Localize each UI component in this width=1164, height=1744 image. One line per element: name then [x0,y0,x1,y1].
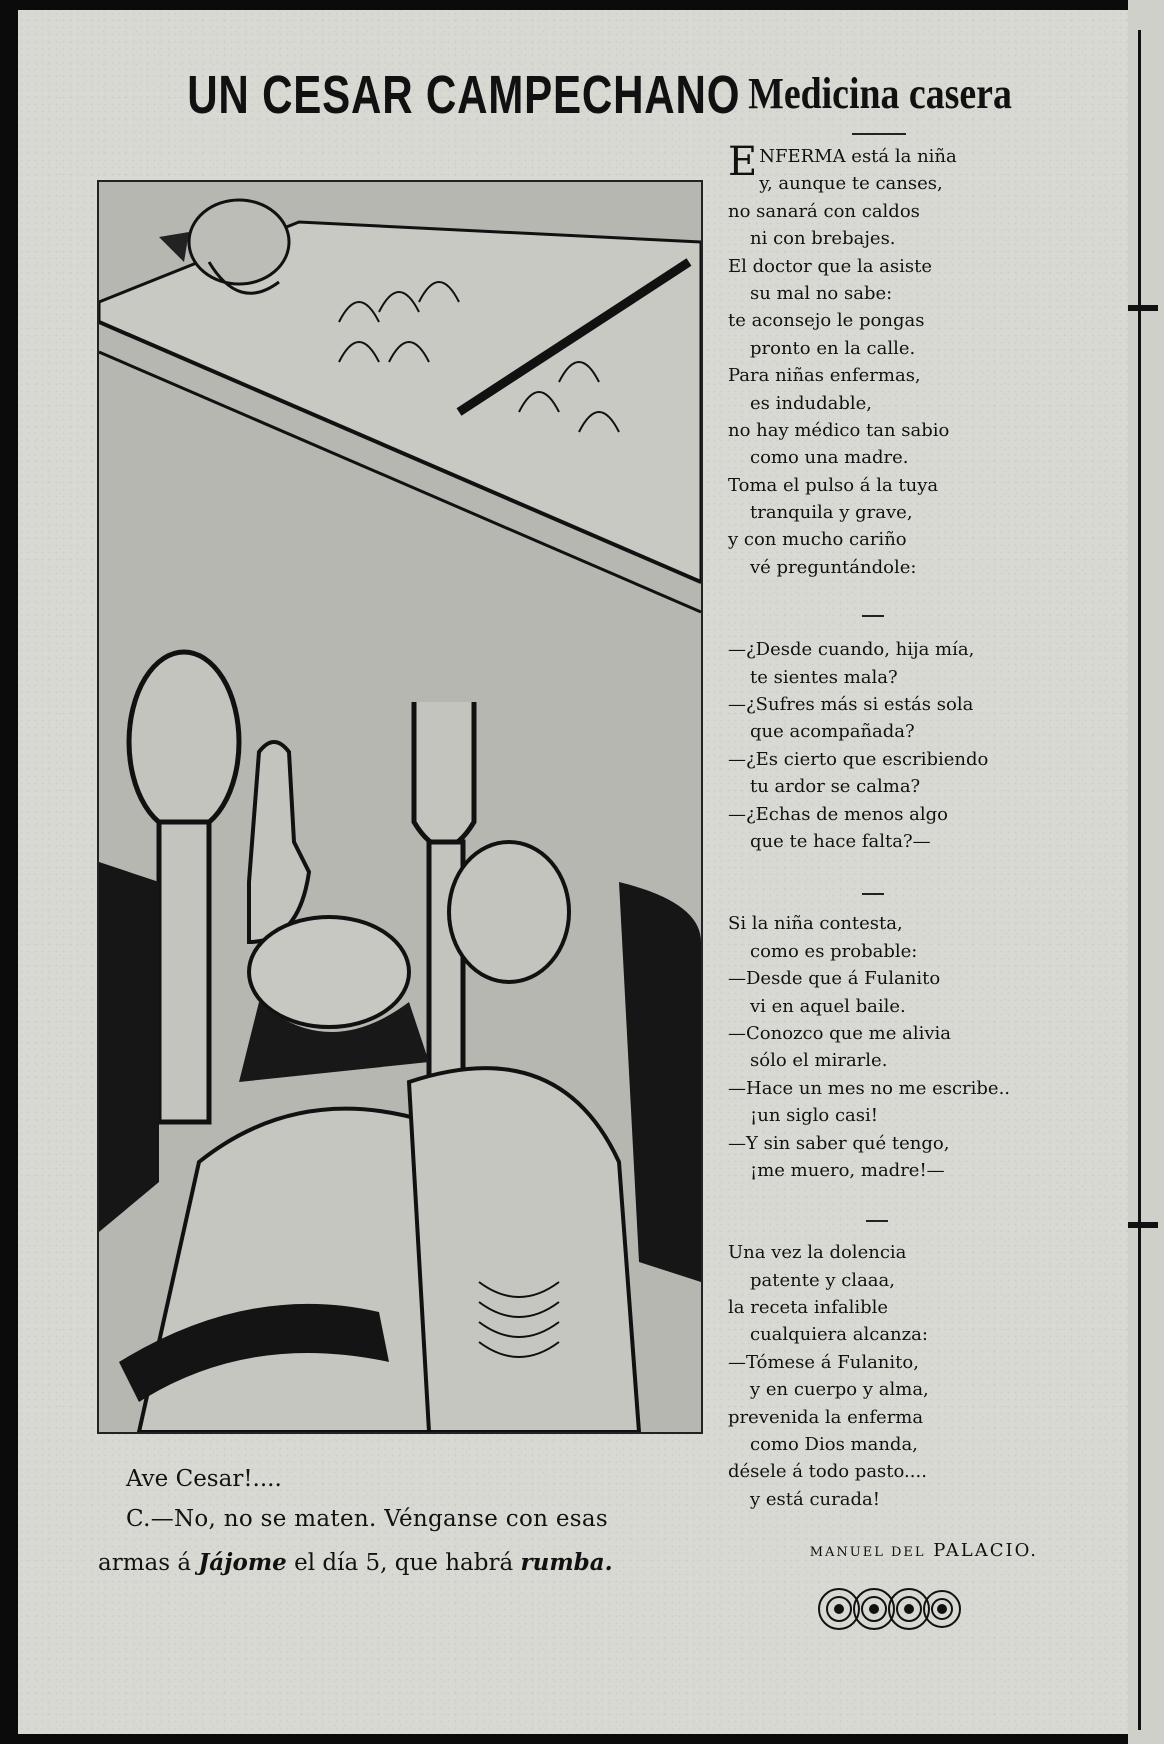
poem-body [728,139,1058,1513]
poem-line: no sanará con caldos [728,200,920,222]
stanza [728,1239,1058,1513]
poem-line: —Conozco que me alivia [728,1022,951,1044]
poem-line: la receta infalible [728,1297,889,1319]
poem-line: sólo el mirarle. [750,1050,888,1072]
binding-thread [1128,305,1158,311]
cartoon-title: UN CESAR CAMPECHANO [187,65,741,125]
caption-line: C.—No, no se maten. Vénganse con esas [126,1506,608,1532]
caption-line [98,1549,688,1576]
author-last-name: PALACIO. [933,1540,1038,1561]
stanza [728,636,1058,855]
poem-line: y en cuerpo y alma, [750,1379,929,1401]
stanza-separator [862,893,884,895]
poem-line: como Dios manda, [750,1434,918,1456]
poem-line: —¿Sufres más si estás sola [728,694,974,716]
poem-line: patente y claaa, [750,1269,895,1291]
poem-line: désele á todo pasto.... [728,1461,927,1483]
poem-line: Para niñas enfermas, [728,365,921,387]
poem-line: su mal no sabe: [750,282,893,304]
poem-line: Toma el pulso á la tuya [728,474,939,496]
poem-line: que acompañada? [750,721,915,743]
poem-line: como una madre. [750,447,909,469]
poem-line: —¿Desde cuando, hija mía, [728,639,975,661]
binding-line [1138,30,1141,1730]
poem-line: ni con brebajes. [750,228,896,250]
drop-cap: E [728,139,758,185]
binding-thread [1128,1222,1158,1228]
poem-line: ¡me muero, madre!— [750,1159,945,1181]
poem-line: tranquila y grave, [750,502,913,524]
cartoon-illustration [97,180,703,1434]
poem-line: vé preguntándole: [750,556,917,578]
poem-line: —Y sin saber qué tengo, [728,1132,950,1154]
poem-line: y, aunque te canses, [759,173,943,195]
poem-line: Una vez la dolencia [728,1242,907,1264]
decorative-ornament-icon [814,1582,964,1636]
poem-line: y está curada! [750,1488,880,1510]
author-first-name: MANUEL DEL [809,1545,926,1560]
poem-line: te sientes mala? [750,666,898,688]
stanza-separator [862,615,884,617]
poem-line: —Desde que á Fulanito [728,968,941,990]
poem-line: —Tómese á Fulanito, [728,1351,919,1373]
poem-line: cualquiera alcanza: [750,1324,928,1346]
poem-line: vi en aquel baile. [750,995,906,1017]
poem-line: es indudable, [750,392,872,414]
caption-emphasis: Jájome [198,1549,287,1576]
poem-line: te aconsejo le pongas [728,310,925,332]
poem-line: pronto en la calle. [750,337,916,359]
poem-line: Si la niña contesta, [728,913,903,935]
stanza [728,910,1058,1184]
poem-line: El doctor que la asiste [728,255,933,277]
author-signature [788,1540,1038,1561]
poem-line: como es probable: [750,940,918,962]
caption-text: armas á [98,1550,199,1576]
poem-line: y con mucho cariño [728,529,907,551]
poem-line: —Hace un mes no me escribe.. [728,1077,1011,1099]
stanza-separator [866,1220,888,1222]
stanza [728,139,1058,581]
poem-title: Medicina casera [748,69,1012,118]
poem-line: tu ardor se calma? [750,776,921,798]
poem-line: —¿Es cierto que escribiendo [728,748,989,770]
poem-line: prevenida la enferma [728,1406,924,1428]
caption-line: Ave Cesar!.... [126,1466,282,1492]
binding-edge [1128,0,1164,1744]
poem-line: no hay médico tan sabio [728,419,950,441]
poem-line: ¡un siglo casi! [750,1105,879,1127]
poem-line: —¿Echas de menos algo [728,803,949,825]
caption-emphasis: rumba. [520,1549,613,1576]
poem-line: que te hace falta?— [750,830,931,852]
title-rule [852,133,906,135]
caption-text: el día 5, que habrá [286,1550,521,1576]
poem-line: NFERMA está la niña [759,146,957,167]
